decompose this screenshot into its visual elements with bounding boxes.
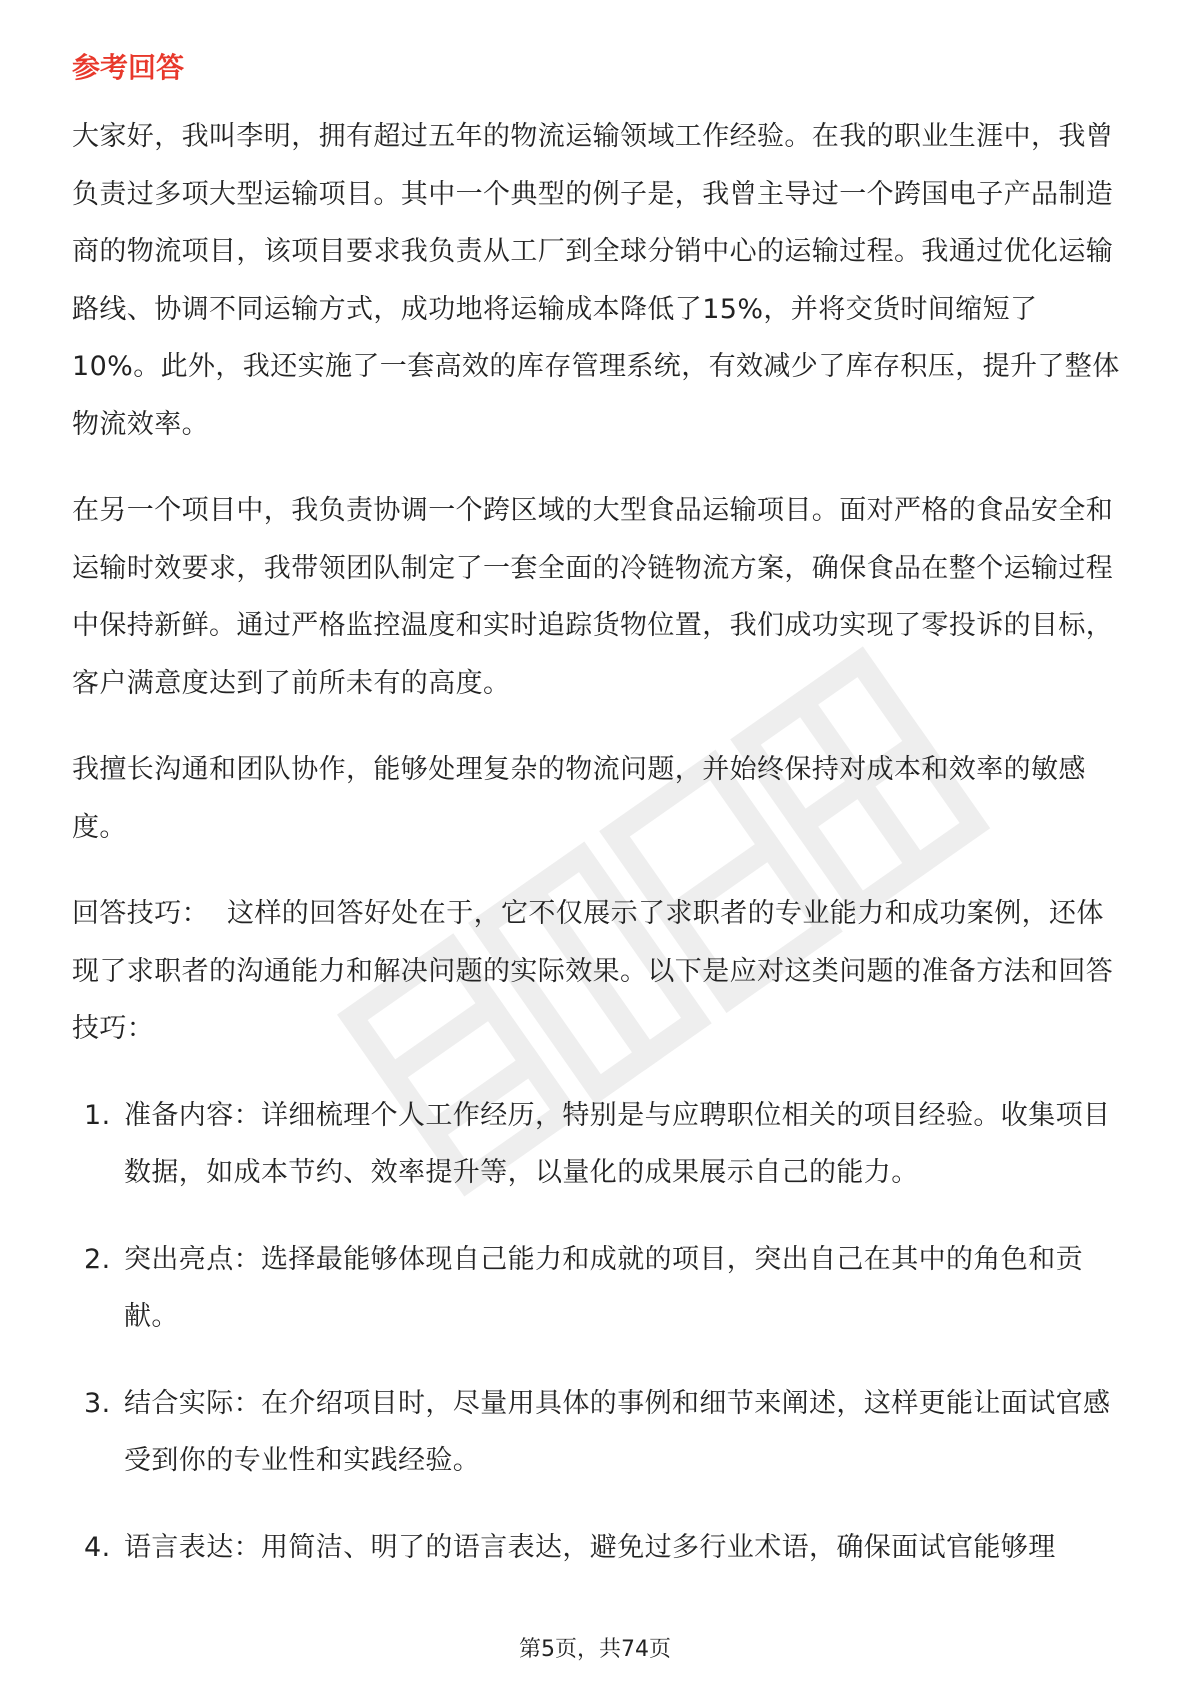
list-item-number: 1. [84, 1099, 111, 1131]
section-title: 参考回答 [72, 51, 185, 84]
answer-paragraph-1: 大家好，我叫李明，拥有超过五年的物流运输领域工作经验。在我的职业生涯中，我曾负责过多项大型运输项目。其中一个典型的例子是，我曾主导过一个跨国电子产品制造商的物流项目，该项目要求我负责从工厂到全球分销中心的运输过程。我通过优化运输路线、协调不同运输方式，成功地将运输成本降低了15%，并将交货时间缩短了10%。此外，我还实施了一套高效的库存管理系统，有效减少了库存积压，提升了整体物流效率。 [72, 121, 1120, 440]
list-item-number: 2. [84, 1243, 111, 1275]
tips-list [72, 1087, 1122, 1577]
list-item-number: 4. [84, 1531, 111, 1563]
list-item [72, 1087, 1122, 1202]
list-item-text: 突出亮点：选择最能够体现自己能力和成就的项目，突出自己在其中的角色和贡献。 [124, 1243, 1083, 1332]
tips-label: 回答技巧： [72, 898, 209, 929]
tips-text: 这样的回答好处在于，它不仅展示了求职者的专业能力和成功案例，还体现了求职者的沟通能力和解决问题的实际效果。以下是应对这类问题的准备方法和回答技巧： [72, 898, 1114, 1044]
answer-paragraph-3: 我擅长沟通和团队协作，能够处理复杂的物流问题，并始终保持对成本和效率的敏感度。 [72, 754, 1086, 843]
list-item-text: 结合实际：在介绍项目时，尽量用具体的事例和细节来阐述，这样更能让面试官感受到你的专业性和实践经验。 [124, 1387, 1111, 1476]
page-number: 第5页，共74页 [519, 1637, 671, 1662]
answer-paragraph-2: 在另一个项目中，我负责协调一个跨区域的大型食品运输项目。面对严格的食品安全和运输时效要求，我带领团队制定了一套全面的冷链物流方案，确保食品在整个运输过程中保持新鲜。通过严格监控温度和实时追踪货物位置，我们成功实现了零投诉的目标，客户满意度达到了前所未有的高度。 [72, 495, 1114, 699]
tips-paragraph [72, 885, 1122, 1058]
content-area [72, 48, 1122, 1605]
list-item [72, 1519, 1122, 1577]
list-item [72, 1375, 1122, 1490]
list-item-number: 3. [84, 1387, 111, 1419]
list-item [72, 1231, 1122, 1346]
list-item-text: 语言表达：用简洁、明了的语言表达，避免过多行业术语，确保面试官能够理 [124, 1531, 1056, 1563]
list-item-text: 准备内容：详细梳理个人工作经历，特别是与应聘职位相关的项目经验。收集项目数据，如成本节约、效率提升等，以量化的成果展示自己的能力。 [124, 1099, 1111, 1188]
